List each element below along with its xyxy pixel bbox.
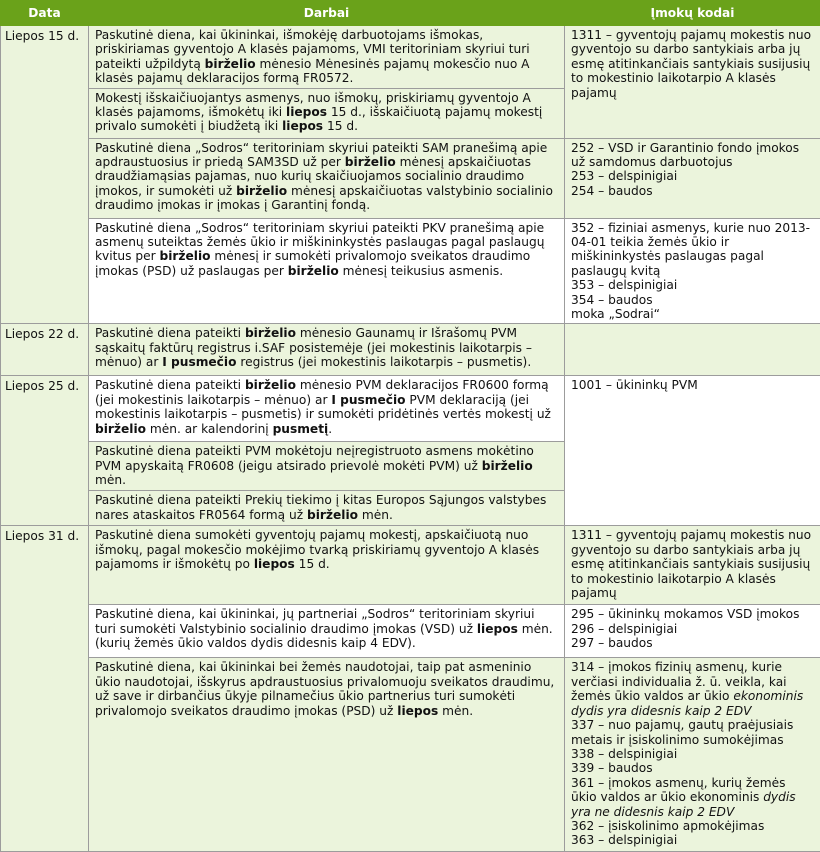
table-row — [1, 26, 820, 89]
code-cell — [565, 324, 820, 376]
task-cell: Mokestį išskaičiuojantys asmenys, nuo išmokų, priskiriamų gyventojo A klasės pajamoms, išmokėtų iki liepos 15 d., išskaičiuotą pajamų mokestį privalo sumokėti į biudžetą iki liepos 15 d. — [89, 88, 565, 138]
header-row — [1, 1, 820, 26]
table-row — [1, 658, 820, 852]
code-cell: 252 – VSD ir Garantinio fondo įmokos už samdomus darbuotojus 253 – delspinigiai 254 – baudos — [565, 138, 820, 218]
table-row — [1, 138, 820, 218]
code-cell: 295 – ūkininkų mokamos VSD įmokos 296 – delspinigiai 297 – baudos — [565, 605, 820, 658]
date-cell: Liepos 22 d. — [1, 324, 89, 376]
task-cell: Paskutinė diena pateikti birželio mėnesio PVM deklaracijos FR0600 formą (jei mokestinis laikotarpis – mėnuo) ar I pusmečio PVM deklaraciją (jei mokestinis laikotarpis – pusmetis) ir sumokėti pridėtinės vertės mokestį už birželio mėn. ar kalendorinį pusmetį. — [89, 376, 565, 442]
table-row — [1, 605, 820, 658]
header-tasks: Darbai — [89, 1, 565, 26]
task-cell: Paskutinė diena sumokėti gyventojų pajamų mokestį, apskaičiuotą nuo išmokų, pagal mokesčio mokėjimo tvarką priskiriamų gyventojo A klasės pajamoms ir išmokėtų po liepos 15 d. — [89, 526, 565, 605]
task-cell: Paskutinė diena pateikti Prekių tiekimo į kitas Europos Sąjungos valstybes nares ataskaitos FR0564 formą už birželio mėn. — [89, 491, 565, 526]
date-cell: Liepos 25 d. — [1, 376, 89, 526]
code-cell: 1311 – gyventojų pajamų mokestis nuo gyventojo su darbo santykiais arba jų esmę atitinkančiais santykiais susijusių to mokestinio laikotarpio A klasės pajamų — [565, 526, 820, 605]
table-row — [1, 218, 820, 324]
table-row — [1, 376, 820, 442]
task-cell: Paskutinė diena, kai ūkininkai, išmokėję darbuotojams išmokas, priskiriamas gyventojo A klasės pajamoms, VMI teritoriniam skyriui turi pateikti užpildytą birželio mėnesio Mėnesinės pajamų mokesčio nuo A klasės pajamų deklaracijos formą FR0572. — [89, 26, 565, 89]
task-cell: Paskutinė diena, kai ūkininkai bei žemės naudotojai, taip pat asmeninio ūkio naudotojai, išskyrus apdraustuosius privalomuoju sveikatos draudimu, už save ir dirbančius ūkyje pilnamečius ūkio partnerius turi sumokėti privalomojo sveikatos draudimo įmokas (PSD) už liepos mėn. — [89, 658, 565, 852]
code-cell: 1311 – gyventojų pajamų mokestis nuo gyventojo su darbo santykiais arba jų esmę atitinkančiais santykiais susijusių to mokestinio laikotarpio A klasės pajamų — [565, 26, 820, 139]
task-cell: Paskutinė diena pateikti birželio mėnesio Gaunamų ir Išrašomų PVM sąskaitų faktūrų registrus i.SAF posistemėje (jei mokestinis laikotarpis – mėnuo) ar I pusmečio registrus (jei mokestinis laikotarpis – pusmetis). — [89, 324, 565, 376]
code-cell: 1001 – ūkininkų PVM — [565, 376, 820, 526]
date-cell: Liepos 31 d. — [1, 526, 89, 852]
task-cell: Paskutinė diena „Sodros“ teritoriniam skyriui pateikti SAM pranešimą apie apdraustuosius ir priedą SAM3SD už per birželio mėnesį apskaičiuotas draudžiamąsias pajamas, nuo kurių skaičiuojamos socialinio draudimo įmokos, ir sumokėti už birželio mėnesį apskaičiuotas valstybinio socialinio draudimo įmokas ir įmokas į Garantinį fondą. — [89, 138, 565, 218]
task-cell: Paskutinė diena pateikti PVM mokėtoju neįregistruoto asmens mokėtino PVM apyskaitą FR0608 (jeigu atsirado prievolė mokėti PVM) už birželio mėn. — [89, 442, 565, 491]
code-cell: 352 – fiziniai asmenys, kurie nuo 2013-04-01 teikia žemės ūkio ir miškininkystės paslaugas pagal paslaugų kvitą 353 – delspinigiai 354 – baudos moka „Sodrai“ — [565, 218, 820, 324]
task-cell: Paskutinė diena „Sodros“ teritoriniam skyriui pateikti PKV pranešimą apie asmenų suteiktas žemės ūkio ir miškininkystės paslaugas pagal paslaugų kvitus per birželio mėnesį ir sumokėti privalomojo sveikatos draudimo įmokas (PSD) už paslaugas per birželio mėnesį teikusius asmenis. — [89, 218, 565, 324]
date-cell: Liepos 15 d. — [1, 26, 89, 324]
table-row — [1, 526, 820, 605]
code-cell: 314 – įmokos fizinių asmenų, kurie verčiasi individualia ž. ū. veikla, kai žemės ūkio valdos ar ūkio ekonominis dydis yra didesnis kaip 2 EDV 337 – nuo pajamų, gautų praėjusiais metais ir įsiskolinimo sumokėjimas 338 – delspinigiai 339 – baudos 361 – įmokos asmenų, kurių žemės ūkio valdos ar ūkio ekonominis dydis yra ne didesnis kaip 2 EDV 362 – įsiskolinimo apmokėjimas 363 – delspinigiai — [565, 658, 820, 852]
table-row — [1, 324, 820, 376]
header-date: Data — [1, 1, 89, 26]
header-codes: Įmokų kodai — [565, 1, 820, 26]
task-cell: Paskutinė diena, kai ūkininkai, jų partneriai „Sodros“ teritoriniam skyriui turi sumokėti Valstybinio socialinio draudimo įmokas (VSD) už liepos mėn. (kurių žemės ūkio valdos dydis didesnis kaip 4 EDV). — [89, 605, 565, 658]
